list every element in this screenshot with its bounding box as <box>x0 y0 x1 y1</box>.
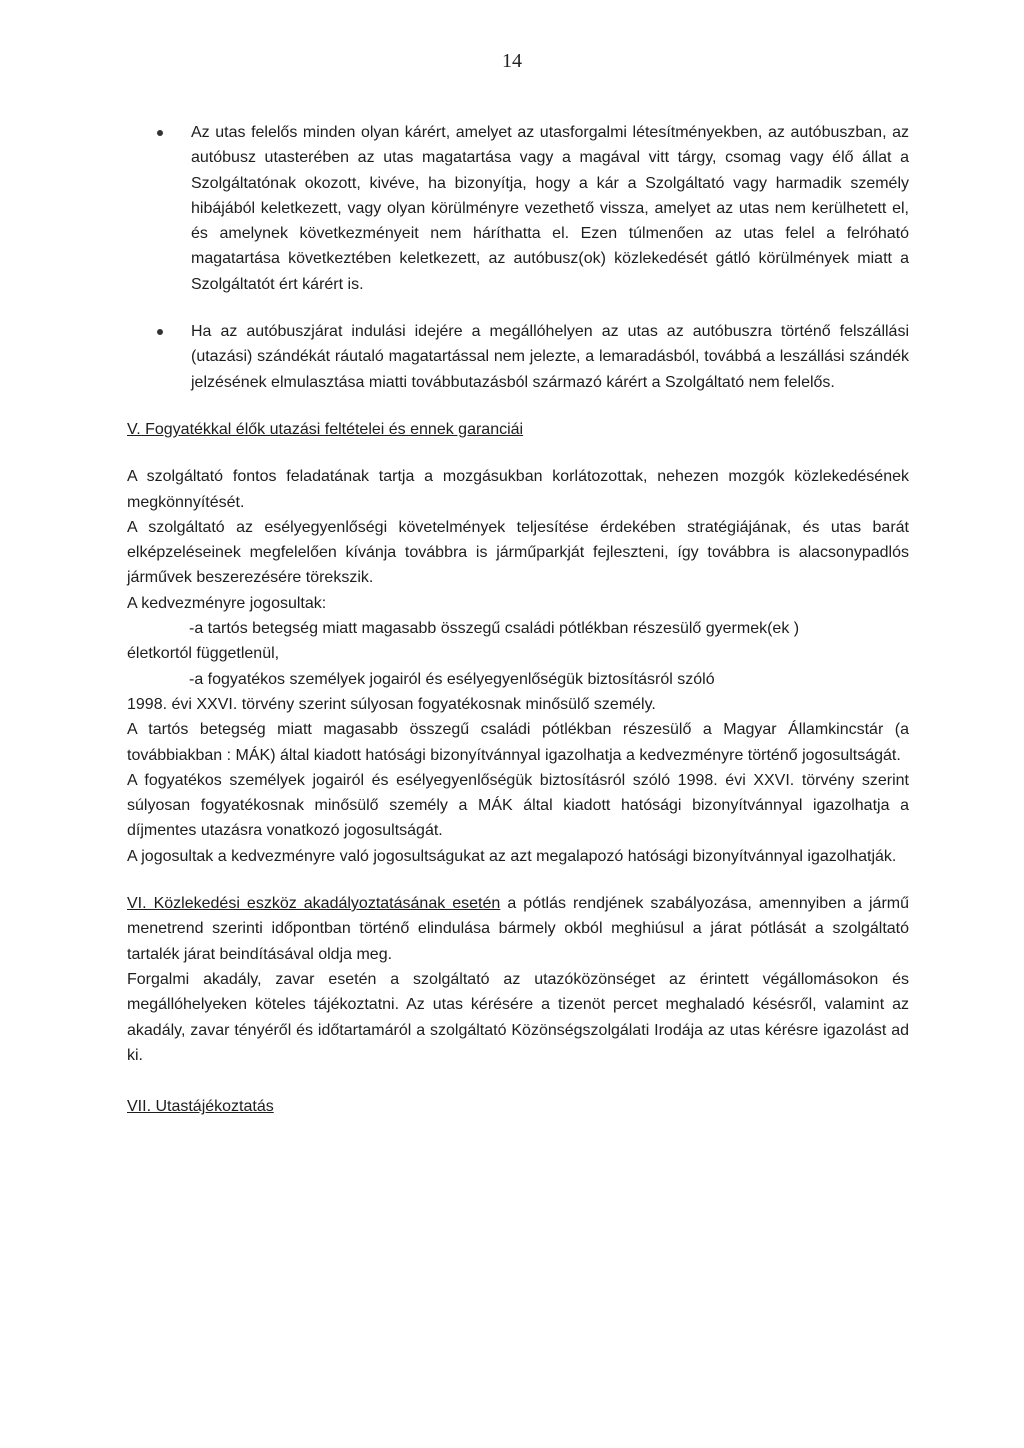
bullet-icon <box>157 130 163 136</box>
bullet-icon <box>157 329 163 335</box>
paragraph: Forgalmi akadály, zavar esetén a szolgáltató az utazóközönséget az érintett végállomásokon és megállóhelyeken köteles tájékoztatni. Az utas kérésére a tizenöt percet meghaladó késésről, valamint az akadály, zavar tényéről és időtartamáról a szolgáltató Közönségszolgálati Irodája az utas kérésre igazolást ad ki. <box>127 970 909 1064</box>
paragraph: A szolgáltató az esélyegyenlőségi követelmények teljesítése érdekében stratégiájának, és utas barát elképzeléseinek megfelelően kívánja továbbra is járműparkját fejleszteni, így továbbra is alacsonypadlós járművek beszerezésére törekszik. <box>127 518 909 587</box>
paragraph: A tartós betegség miatt magasabb összegű családi pótlékban részesülő a Magyar Államkincstár (a továbbiakban : MÁK) által kiadott hatósági bizonyítvánnyal igazolhatja a kedvezményre történő jogosultságát. <box>127 721 909 764</box>
eligibility-item: -a tartós betegség miatt magasabb összegű családi pótlékban részesülő gyermek(ek ) <box>189 620 800 638</box>
list-item <box>127 120 909 297</box>
paragraph: A kedvezményre jogosultak: <box>127 594 327 612</box>
section-6-paragraph <box>127 891 909 967</box>
bullet-text: Ha az autóbuszjárat indulási idejére a megállóhelyen az utas az autóbuszra történő felszállási (utazási) szándékát ráutaló magatartással nem jelezte, a lemaradásból, továbbá a leszállási szándék jelzésének elmulasztása miatti továbbutazásból származó kárért a Szolgáltató nem felelős. <box>191 323 909 391</box>
section-6-heading: VI. Közlekedési eszköz akadályoztatásának esetén <box>127 895 501 913</box>
paragraph: A fogyatékos személyek jogairól és esélyegyenlőségük biztosításról szóló 1998. évi XXVI. törvény szerint súlyosan fogyatékosnak minősülő személy a MÁK által kiadott hatósági bizonyítvánnyal igazolhatja a díjmentes utazásra vonatkozó jogosultságát. <box>127 771 909 840</box>
bullet-text: Az utas felelős minden olyan kárért, amelyet az utasforgalmi létesítményekben, az autóbuszban, az autóbusz utasterében az utas magatartása vagy a magával vitt tárgy, csomag vagy élő állat a Szolgáltatónak okozott, kivéve, ha bizonyítja, hogy a kár a Szolgáltató vagy harmadik személy hibájából keletkezett, vagy olyan körülményre vezethető vissza, amelyet az utas nem kerülhetett el, és amelynek következményeit nem háríthatta el. Ezen túlmenően az utas felel a felróható magatartása következtében keletkezett, az autóbusz(ok) közlekedését gátló körülmények miatt a Szolgáltatót ért kárért is. <box>191 124 909 293</box>
paragraph: A szolgáltató fontos feladatának tartja a mozgásukban korlátozottak, nehezen mozgók közlekedésének megkönnyítését. <box>127 468 909 511</box>
section-5-heading: V. Fogyatékkal élők utazási feltételei és ennek garanciái <box>127 420 524 438</box>
page-number: 14 <box>502 50 522 72</box>
section-7-heading: VII. Utastájékoztatás <box>127 1098 274 1116</box>
eligibility-item-cont: 1998. évi XXVI. törvény szerint súlyosan fogyatékosnak minősülő személy. <box>127 695 656 713</box>
document-body <box>127 120 909 1119</box>
eligibility-item: -a fogyatékos személyek jogairól és esélyegyenlőségük biztosításról szóló <box>189 670 715 688</box>
section-6-text: a pótlás rendjének szabályozása, amennyiben a jármű menetrend szerinti időpontban történő elindulása bármely okból meghiúsul a járat pótlását a szolgáltató tartalék járat beindításával oldja meg. <box>127 895 910 963</box>
bullet-list <box>127 120 909 395</box>
paragraph: A jogosultak a kedvezményre való jogosultságukat az azt megalapozó hatósági bizonyítvánnyal igazolhatják. <box>127 847 897 865</box>
eligibility-item-cont: életkortól függetlenül, <box>127 645 280 663</box>
list-item <box>127 319 909 395</box>
